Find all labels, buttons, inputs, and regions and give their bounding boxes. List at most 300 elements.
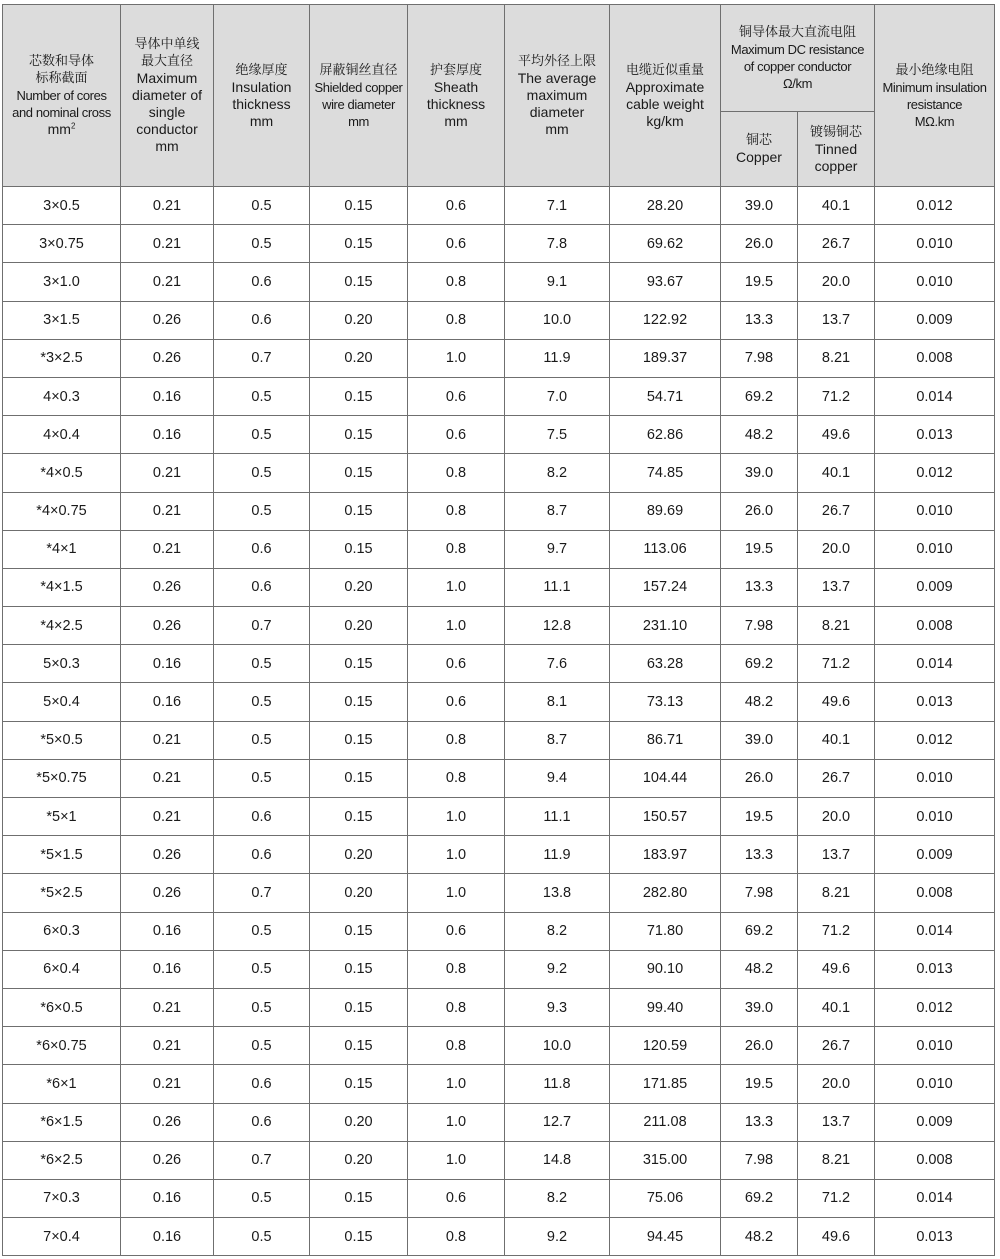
cell-sheath: 0.8 — [408, 721, 505, 759]
cell-resistance-tinned: 8.21 — [798, 1141, 875, 1179]
cell-wire-diameter: 0.26 — [121, 874, 214, 912]
cell-resistance-copper: 13.3 — [721, 1103, 798, 1141]
table-row — [3, 301, 995, 339]
cell-outer-diameter: 9.3 — [505, 988, 610, 1026]
cell-size: *6×0.5 — [3, 988, 121, 1026]
cell-resistance-tinned: 13.7 — [798, 568, 875, 606]
cell-weight: 183.97 — [610, 836, 721, 874]
cell-resistance-copper: 26.0 — [721, 1027, 798, 1065]
table-row — [3, 1179, 995, 1217]
cell-weight: 120.59 — [610, 1027, 721, 1065]
header-cores-cross-section — [3, 5, 121, 187]
cell-weight: 93.67 — [610, 263, 721, 301]
cell-resistance-copper: 19.5 — [721, 530, 798, 568]
table-row — [3, 339, 995, 377]
cell-weight: 315.00 — [610, 1141, 721, 1179]
table-row — [3, 1065, 995, 1103]
cell-outer-diameter: 11.9 — [505, 339, 610, 377]
cell-weight: 171.85 — [610, 1065, 721, 1103]
cell-weight: 113.06 — [610, 530, 721, 568]
cell-shield-diameter: 0.15 — [310, 950, 408, 988]
cell-resistance-tinned: 13.7 — [798, 836, 875, 874]
table-row — [3, 187, 995, 225]
table-row — [3, 912, 995, 950]
cell-outer-diameter: 9.4 — [505, 759, 610, 797]
cell-resistance-tinned: 40.1 — [798, 721, 875, 759]
table-row — [3, 416, 995, 454]
cell-sheath: 0.6 — [408, 416, 505, 454]
cell-outer-diameter: 8.7 — [505, 721, 610, 759]
cell-wire-diameter: 0.21 — [121, 454, 214, 492]
cell-resistance-copper: 39.0 — [721, 187, 798, 225]
table-row — [3, 1141, 995, 1179]
cell-outer-diameter: 9.1 — [505, 263, 610, 301]
cell-weight: 69.62 — [610, 225, 721, 263]
cell-resistance-copper: 69.2 — [721, 1179, 798, 1217]
cell-sheath: 1.0 — [408, 1141, 505, 1179]
cell-min-insulation: 0.014 — [875, 377, 995, 415]
cell-weight: 231.10 — [610, 607, 721, 645]
table-row — [3, 454, 995, 492]
cell-resistance-copper: 26.0 — [721, 225, 798, 263]
cell-shield-diameter: 0.15 — [310, 988, 408, 1026]
cell-insulation: 0.5 — [214, 912, 310, 950]
cell-shield-diameter: 0.15 — [310, 187, 408, 225]
cell-sheath: 1.0 — [408, 339, 505, 377]
cell-size: *6×1.5 — [3, 1103, 121, 1141]
header-sheath-en: Sheath thickness mm — [426, 78, 486, 129]
cell-wire-diameter: 0.16 — [121, 377, 214, 415]
cell-sheath: 1.0 — [408, 568, 505, 606]
header-tinned-copper — [798, 112, 875, 187]
cell-shield-diameter: 0.15 — [310, 1218, 408, 1256]
cell-resistance-tinned: 40.1 — [798, 988, 875, 1026]
cell-size: *4×2.5 — [3, 607, 121, 645]
header-wire-diameter — [121, 5, 214, 187]
cell-resistance-tinned: 49.6 — [798, 683, 875, 721]
cell-resistance-copper: 69.2 — [721, 912, 798, 950]
cell-resistance-copper: 19.5 — [721, 798, 798, 836]
cell-resistance-copper: 13.3 — [721, 836, 798, 874]
table-row — [3, 225, 995, 263]
cell-size: 5×0.3 — [3, 645, 121, 683]
cell-sheath: 0.8 — [408, 988, 505, 1026]
header-insulation-en: Insulation thickness mm — [231, 78, 292, 129]
cell-wire-diameter: 0.26 — [121, 568, 214, 606]
cell-resistance-tinned: 13.7 — [798, 301, 875, 339]
table-row — [3, 683, 995, 721]
header-copper-zh: 铜芯 — [745, 133, 772, 148]
cell-resistance-copper: 39.0 — [721, 454, 798, 492]
cell-insulation: 0.5 — [214, 492, 310, 530]
table-row — [3, 530, 995, 568]
cell-min-insulation: 0.014 — [875, 1179, 995, 1217]
cell-wire-diameter: 0.21 — [121, 187, 214, 225]
cell-wire-diameter: 0.21 — [121, 1027, 214, 1065]
cell-min-insulation: 0.008 — [875, 339, 995, 377]
cell-resistance-tinned: 26.7 — [798, 1027, 875, 1065]
header-sheath-zh: 护套厚度 — [429, 62, 482, 78]
cell-min-insulation: 0.014 — [875, 645, 995, 683]
cell-sheath: 1.0 — [408, 874, 505, 912]
cell-sheath: 0.8 — [408, 950, 505, 988]
header-min-insulation-resistance — [875, 5, 995, 187]
cell-min-insulation: 0.009 — [875, 1103, 995, 1141]
cell-insulation: 0.6 — [214, 1103, 310, 1141]
header-outer-diameter-en: The average maximum diameter mm — [517, 70, 597, 137]
cell-outer-diameter: 7.6 — [505, 645, 610, 683]
cell-insulation: 0.7 — [214, 874, 310, 912]
cell-weight: 99.40 — [610, 988, 721, 1026]
header-weight-zh: 电缆近似重量 — [625, 62, 704, 78]
cell-sheath: 1.0 — [408, 1065, 505, 1103]
cell-insulation: 0.7 — [214, 1141, 310, 1179]
cell-min-insulation: 0.010 — [875, 1027, 995, 1065]
table-row — [3, 759, 995, 797]
cell-size: *5×2.5 — [3, 874, 121, 912]
cell-wire-diameter: 0.21 — [121, 721, 214, 759]
cell-insulation: 0.5 — [214, 1218, 310, 1256]
cell-outer-diameter: 7.8 — [505, 225, 610, 263]
cell-sheath: 0.8 — [408, 1027, 505, 1065]
cell-outer-diameter: 8.2 — [505, 454, 610, 492]
cell-wire-diameter: 0.21 — [121, 1065, 214, 1103]
cell-min-insulation: 0.010 — [875, 263, 995, 301]
table-row — [3, 568, 995, 606]
header-min-insulation-zh: 最小绝缘电阻 — [895, 62, 974, 78]
table-row — [3, 988, 995, 1026]
cell-resistance-tinned: 26.7 — [798, 225, 875, 263]
cell-shield-diameter: 0.20 — [310, 339, 408, 377]
cell-size: 4×0.4 — [3, 416, 121, 454]
cell-resistance-tinned: 20.0 — [798, 530, 875, 568]
cell-resistance-tinned: 8.21 — [798, 339, 875, 377]
header-outer-diameter-zh: 平均外径上限 — [517, 54, 596, 69]
cell-outer-diameter: 14.8 — [505, 1141, 610, 1179]
cell-insulation: 0.5 — [214, 454, 310, 492]
cell-insulation: 0.6 — [214, 836, 310, 874]
cell-insulation: 0.5 — [214, 1027, 310, 1065]
cell-resistance-copper: 7.98 — [721, 874, 798, 912]
cell-min-insulation: 0.014 — [875, 912, 995, 950]
cell-outer-diameter: 12.7 — [505, 1103, 610, 1141]
table-row — [3, 607, 995, 645]
cell-insulation: 0.5 — [214, 187, 310, 225]
cell-size: 7×0.3 — [3, 1179, 121, 1217]
cell-min-insulation: 0.010 — [875, 492, 995, 530]
cell-resistance-tinned: 40.1 — [798, 454, 875, 492]
cell-insulation: 0.5 — [214, 645, 310, 683]
header-shield-zh: 屏蔽铜丝直径 — [319, 62, 398, 78]
cell-min-insulation: 0.008 — [875, 1141, 995, 1179]
cell-resistance-copper: 39.0 — [721, 988, 798, 1026]
cell-outer-diameter: 8.2 — [505, 912, 610, 950]
cell-shield-diameter: 0.15 — [310, 454, 408, 492]
cell-resistance-tinned: 49.6 — [798, 1218, 875, 1256]
cell-resistance-tinned: 20.0 — [798, 1065, 875, 1103]
cell-sheath: 0.6 — [408, 377, 505, 415]
cell-shield-diameter: 0.15 — [310, 912, 408, 950]
cell-insulation: 0.5 — [214, 377, 310, 415]
header-resistance-zh: 铜导体最大直流电阻 — [738, 25, 856, 40]
header-wire-diameter-en: Maximum diameter of single conductor mm — [131, 70, 203, 154]
cell-weight: 122.92 — [610, 301, 721, 339]
cell-resistance-copper: 48.2 — [721, 683, 798, 721]
cell-weight: 63.28 — [610, 645, 721, 683]
cell-insulation: 0.6 — [214, 263, 310, 301]
cell-resistance-tinned: 26.7 — [798, 492, 875, 530]
cell-outer-diameter: 7.5 — [505, 416, 610, 454]
cell-shield-diameter: 0.20 — [310, 1141, 408, 1179]
header-size-en: Number of cores and nominal cross — [12, 88, 111, 120]
cell-resistance-tinned: 20.0 — [798, 798, 875, 836]
cell-min-insulation: 0.013 — [875, 416, 995, 454]
cell-insulation: 0.5 — [214, 950, 310, 988]
cell-outer-diameter: 8.1 — [505, 683, 610, 721]
cell-wire-diameter: 0.21 — [121, 759, 214, 797]
cell-size: *6×0.75 — [3, 1027, 121, 1065]
cell-sheath: 0.8 — [408, 301, 505, 339]
cell-min-insulation: 0.012 — [875, 988, 995, 1026]
header-tinned-zh: 镀锡铜芯 — [809, 124, 862, 140]
cell-insulation: 0.7 — [214, 339, 310, 377]
cell-resistance-copper: 7.98 — [721, 607, 798, 645]
cell-wire-diameter: 0.16 — [121, 950, 214, 988]
cell-outer-diameter: 9.2 — [505, 950, 610, 988]
cell-shield-diameter: 0.15 — [310, 759, 408, 797]
table-row — [3, 377, 995, 415]
cell-resistance-copper: 19.5 — [721, 263, 798, 301]
cell-sheath: 0.6 — [408, 1179, 505, 1217]
cell-resistance-copper: 19.5 — [721, 1065, 798, 1103]
cell-insulation: 0.5 — [214, 721, 310, 759]
cell-sheath: 0.8 — [408, 530, 505, 568]
cell-insulation: 0.6 — [214, 530, 310, 568]
cell-outer-diameter: 10.0 — [505, 1027, 610, 1065]
cell-sheath: 1.0 — [408, 1103, 505, 1141]
table-row — [3, 950, 995, 988]
cell-size: 3×0.5 — [3, 187, 121, 225]
cell-min-insulation: 0.008 — [875, 874, 995, 912]
header-cable-weight — [610, 5, 721, 187]
cell-resistance-copper: 13.3 — [721, 568, 798, 606]
cell-resistance-tinned: 71.2 — [798, 1179, 875, 1217]
table-row — [3, 721, 995, 759]
cell-size: 7×0.4 — [3, 1218, 121, 1256]
cell-insulation: 0.5 — [214, 416, 310, 454]
cell-resistance-copper: 48.2 — [721, 1218, 798, 1256]
cell-sheath: 0.6 — [408, 912, 505, 950]
cell-weight: 282.80 — [610, 874, 721, 912]
cell-resistance-tinned: 71.2 — [798, 645, 875, 683]
cell-size: *5×0.75 — [3, 759, 121, 797]
header-shield-wire-diameter — [310, 5, 408, 187]
cell-resistance-copper: 48.2 — [721, 416, 798, 454]
header-dc-resistance-group — [721, 5, 875, 112]
cell-wire-diameter: 0.26 — [121, 607, 214, 645]
header-size-unit-text: mm — [47, 121, 71, 137]
cell-weight: 157.24 — [610, 568, 721, 606]
cell-weight: 89.69 — [610, 492, 721, 530]
cell-min-insulation: 0.012 — [875, 187, 995, 225]
cell-resistance-copper: 69.2 — [721, 645, 798, 683]
cell-shield-diameter: 0.15 — [310, 645, 408, 683]
cell-resistance-tinned: 49.6 — [798, 416, 875, 454]
cell-outer-diameter: 8.7 — [505, 492, 610, 530]
cell-shield-diameter: 0.15 — [310, 1027, 408, 1065]
cell-size: *6×1 — [3, 1065, 121, 1103]
cell-shield-diameter: 0.15 — [310, 416, 408, 454]
cell-insulation: 0.5 — [214, 225, 310, 263]
cell-size: 3×1.5 — [3, 301, 121, 339]
cell-weight: 73.13 — [610, 683, 721, 721]
cell-outer-diameter: 9.7 — [505, 530, 610, 568]
cell-outer-diameter: 11.8 — [505, 1065, 610, 1103]
cell-wire-diameter: 0.16 — [121, 912, 214, 950]
cell-shield-diameter: 0.15 — [310, 1065, 408, 1103]
cable-spec-table — [2, 4, 995, 1256]
cell-wire-diameter: 0.21 — [121, 263, 214, 301]
cell-resistance-copper: 69.2 — [721, 377, 798, 415]
cell-resistance-tinned: 71.2 — [798, 377, 875, 415]
cell-weight: 94.45 — [610, 1218, 721, 1256]
header-resistance-en: Maximum DC resistance of copper conductor Ω/km — [730, 42, 865, 91]
cell-resistance-tinned: 49.6 — [798, 950, 875, 988]
cell-wire-diameter: 0.21 — [121, 530, 214, 568]
cell-shield-diameter: 0.20 — [310, 874, 408, 912]
cell-min-insulation: 0.010 — [875, 1065, 995, 1103]
cell-size: 3×0.75 — [3, 225, 121, 263]
table-row — [3, 874, 995, 912]
cell-weight: 189.37 — [610, 339, 721, 377]
cell-wire-diameter: 0.26 — [121, 1141, 214, 1179]
cell-shield-diameter: 0.15 — [310, 492, 408, 530]
cell-resistance-tinned: 20.0 — [798, 263, 875, 301]
table-row — [3, 836, 995, 874]
cell-sheath: 0.8 — [408, 759, 505, 797]
cell-shield-diameter: 0.15 — [310, 1179, 408, 1217]
cell-outer-diameter: 7.0 — [505, 377, 610, 415]
cell-insulation: 0.6 — [214, 1065, 310, 1103]
cell-resistance-copper: 39.0 — [721, 721, 798, 759]
cell-shield-diameter: 0.20 — [310, 836, 408, 874]
cell-weight: 150.57 — [610, 798, 721, 836]
cell-weight: 211.08 — [610, 1103, 721, 1141]
cell-wire-diameter: 0.26 — [121, 836, 214, 874]
table-row — [3, 645, 995, 683]
cell-outer-diameter: 12.8 — [505, 607, 610, 645]
cell-resistance-copper: 7.98 — [721, 339, 798, 377]
table-row — [3, 492, 995, 530]
cell-resistance-copper: 7.98 — [721, 1141, 798, 1179]
cell-weight: 54.71 — [610, 377, 721, 415]
cell-size: *6×2.5 — [3, 1141, 121, 1179]
table-row — [3, 1103, 995, 1141]
cell-resistance-copper: 13.3 — [721, 301, 798, 339]
cell-resistance-copper: 26.0 — [721, 759, 798, 797]
cell-weight: 75.06 — [610, 1179, 721, 1217]
header-outer-diameter — [505, 5, 610, 187]
cell-size: 5×0.4 — [3, 683, 121, 721]
cell-min-insulation: 0.013 — [875, 1218, 995, 1256]
cell-min-insulation: 0.008 — [875, 607, 995, 645]
cell-min-insulation: 0.009 — [875, 301, 995, 339]
cell-sheath: 0.6 — [408, 645, 505, 683]
cell-resistance-tinned: 8.21 — [798, 874, 875, 912]
cell-sheath: 0.8 — [408, 492, 505, 530]
cell-shield-diameter: 0.20 — [310, 1103, 408, 1141]
cell-shield-diameter: 0.15 — [310, 377, 408, 415]
cell-size: *4×0.75 — [3, 492, 121, 530]
cell-sheath: 0.6 — [408, 683, 505, 721]
cell-outer-diameter: 11.1 — [505, 798, 610, 836]
cell-shield-diameter: 0.15 — [310, 263, 408, 301]
header-wire-diameter-zh: 导体中单线 最大直径 — [134, 37, 200, 69]
cell-wire-diameter: 0.26 — [121, 1103, 214, 1141]
cell-wire-diameter: 0.21 — [121, 492, 214, 530]
cell-wire-diameter: 0.16 — [121, 683, 214, 721]
cell-outer-diameter: 13.8 — [505, 874, 610, 912]
cell-wire-diameter: 0.16 — [121, 1179, 214, 1217]
cell-shield-diameter: 0.20 — [310, 607, 408, 645]
cell-outer-diameter: 8.2 — [505, 1179, 610, 1217]
cell-weight: 104.44 — [610, 759, 721, 797]
header-copper-en: Copper — [736, 149, 782, 165]
cell-wire-diameter: 0.26 — [121, 339, 214, 377]
header-tinned-en: Tinned copper — [814, 140, 858, 174]
cell-size: *5×0.5 — [3, 721, 121, 759]
header-sheath-thickness — [408, 5, 505, 187]
cell-min-insulation: 0.013 — [875, 683, 995, 721]
cell-weight: 86.71 — [610, 721, 721, 759]
cell-weight: 90.10 — [610, 950, 721, 988]
cell-size: *4×0.5 — [3, 454, 121, 492]
cell-wire-diameter: 0.16 — [121, 416, 214, 454]
cell-size: 4×0.3 — [3, 377, 121, 415]
cell-wire-diameter: 0.21 — [121, 225, 214, 263]
cell-size: *4×1 — [3, 530, 121, 568]
cell-insulation: 0.6 — [214, 568, 310, 606]
cell-sheath: 0.8 — [408, 454, 505, 492]
cell-min-insulation: 0.010 — [875, 530, 995, 568]
cell-shield-diameter: 0.20 — [310, 568, 408, 606]
cell-min-insulation: 0.009 — [875, 836, 995, 874]
cell-weight: 28.20 — [610, 187, 721, 225]
cell-wire-diameter: 0.21 — [121, 798, 214, 836]
cell-min-insulation: 0.010 — [875, 225, 995, 263]
cell-outer-diameter: 10.0 — [505, 301, 610, 339]
cell-resistance-copper: 26.0 — [721, 492, 798, 530]
header-weight-en: Approximate cable weight kg/km — [625, 78, 705, 129]
header-size-unit-sup: 2 — [70, 121, 76, 131]
table-row — [3, 798, 995, 836]
header-copper — [721, 112, 798, 187]
table-row — [3, 1218, 995, 1256]
cell-insulation: 0.6 — [214, 301, 310, 339]
cell-min-insulation: 0.010 — [875, 759, 995, 797]
cell-size: *5×1 — [3, 798, 121, 836]
cell-insulation: 0.5 — [214, 683, 310, 721]
cell-size: 6×0.3 — [3, 912, 121, 950]
cell-shield-diameter: 0.15 — [310, 530, 408, 568]
cell-shield-diameter: 0.15 — [310, 225, 408, 263]
cell-wire-diameter: 0.26 — [121, 301, 214, 339]
cell-wire-diameter: 0.16 — [121, 645, 214, 683]
cell-wire-diameter: 0.21 — [121, 988, 214, 1026]
cell-resistance-tinned: 8.21 — [798, 607, 875, 645]
cell-resistance-tinned: 40.1 — [798, 187, 875, 225]
cell-weight: 62.86 — [610, 416, 721, 454]
